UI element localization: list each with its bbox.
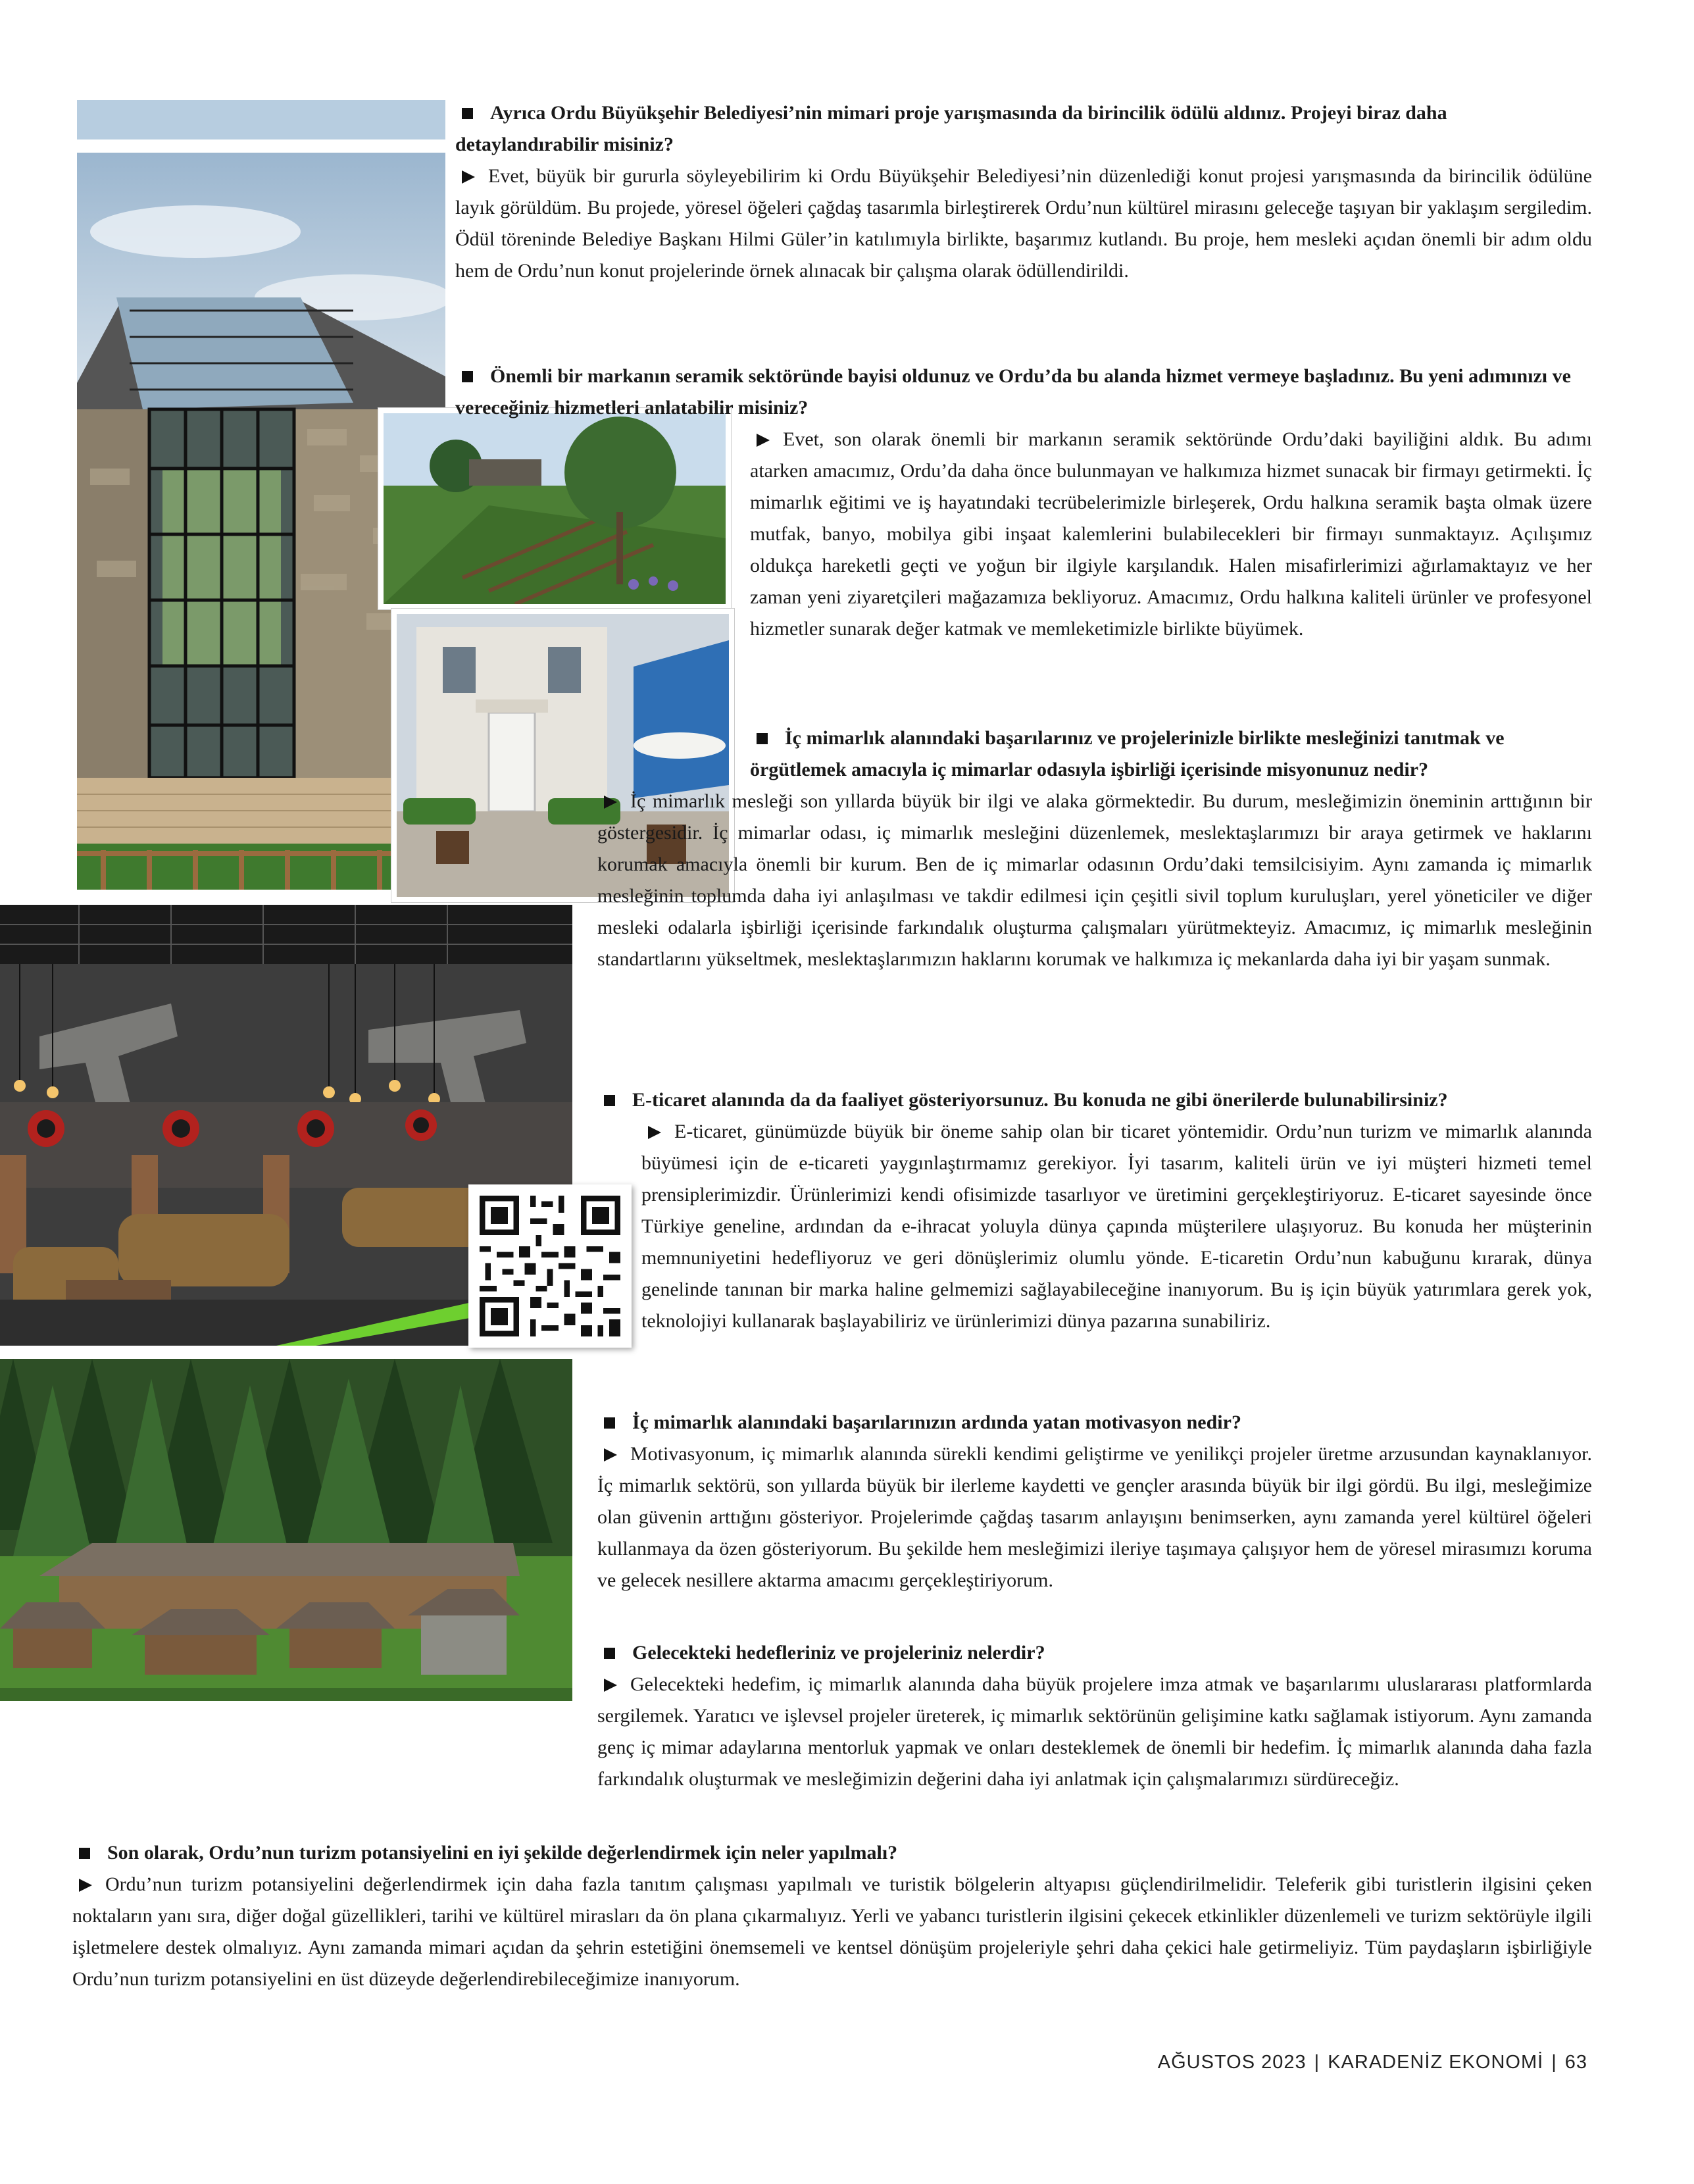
play-triangle-icon: [79, 1879, 92, 1892]
footer-separator: |: [1314, 2052, 1320, 2073]
page-footer: [1154, 2052, 1591, 2073]
footer-separator: |: [1551, 2052, 1557, 2073]
play-triangle-icon: [604, 1448, 617, 1461]
play-triangle-icon: [604, 1679, 617, 1692]
qa-section-6: [597, 1637, 1592, 1669]
garden-terraces-render: [378, 408, 731, 609]
answer-5: Motivasyonum, iç mimarlık alanında sürekli kendimi geliştirme ve yenilikçi projeler üretme arzusundan kaynaklanıyor. İç mimarlık sektörü, son yıllarda büyük bir ilerleme kaydetti ve gençler arasında büyük bir ilgi gördü. Bu ilgi, mesleğimize olan güvenin arttığını gösteriyor. Projelerimde çağdaş tasarım anlayışını benimserken, aynı zamanda yerel kültürel öğeleri kullanmaya da özen gösteriyorum. Bu şekilde hem mesleğimizi ileriye taşımaya çalışıyor hem de yöresel mirasımızı koruma ve gelecek nesillere aktarma amacımı gerçekleştiriyorum.: [597, 1443, 1592, 1591]
answer-2: Evet, son olarak önemli bir markanın seramik sektöründe Ordu’daki bayiliğini aldık. Bu adımı atarken amacımız, Ordu’da daha önce bulunmayan ve halkımıza hizmet sunacak bir firmayı getirmekti. İç mimarlık eğitimi ve iş hayatındaki tecrübelerimizle birleşerek, Ordu halkına seramik başta olmak üzere mutfak, banyo, mobilya gibi inşaat kalemlerini bulabilecekleri bir firmayı sunmaktayız. Açılışımız oldukça hareketli geçti ve yoğun bir ilgiyle karşılandık. Halen misafirlerimizi ağırlamaktayız ve her zaman yeni ziyaretçileri mağazamıza bekliyoruz. Amacımız, Ordu halkına kaliteli ürünler ve profesyonel hizmetler sunarak değer katmak ve memleketimizle birlikte büyümek.: [750, 428, 1592, 640]
answer-1: Evet, büyük bir gururla söyleyebilirim ki Ordu Büyükşehir Belediyesi’nin düzenlediği konut projesi yarışmasında da birincilik ödülüne layık görüldüm. Bu projede, yöresel öğeleri çağdaş tasarımla birleştirerek Ordu’nun kültürel mirasını geleceğe taşıyan bir yaklaşım sergiledim. Ödül töreninde Belediye Başkanı Hilmi Güler’in katılımıyla birlikte, başarımız kutlandı. Bu proje, hem mesleki açıdan önemli bir adım oldu hem de Ordu’nun konut projelerinde örnek alınacak bir çalışma olarak ödüllendirildi.: [455, 165, 1592, 282]
square-bullet-icon: [604, 1417, 615, 1429]
answer-3-wrap: [597, 786, 1592, 975]
play-triangle-icon: [648, 1126, 661, 1139]
question-3: İç mimarlık alanındaki başarılarınız ve projelerinizle birlikte mesleğinizi tanıtmak ve örgütlemek amacıyla iç mimarlar odasıyla işbirliği içerisinde misyonunuz nedir?: [750, 727, 1505, 780]
square-bullet-icon: [757, 733, 768, 744]
qa-section-5: [597, 1407, 1592, 1596]
question-7: Son olarak, Ordu’nun turizm potansiyelini en iyi şekilde değerlendirmek için neler yapılmalı?: [72, 1837, 1592, 1869]
square-bullet-icon: [604, 1648, 615, 1659]
square-bullet-icon: [462, 371, 473, 382]
square-bullet-icon: [604, 1095, 615, 1106]
qa-section-3: [750, 723, 1592, 786]
square-bullet-icon: [79, 1848, 90, 1859]
footer-magazine: KARADENİZ EKONOMİ: [1328, 2052, 1544, 2073]
qa-section-2: [455, 361, 1592, 424]
answer-7: Ordu’nun turizm potansiyelini değerlendirmek için daha fazla tanıtım çalışması yapılmalı ve turistik bölgelerin altyapısı güçlendirilmelidir. Teleferik gibi turistlerin ilgisini çeken noktaların yanı sıra, diğer doğal güzellikleri, tarihi ve kültürel mirasları da ön plana çıkarmalıyız. Yerli ve yabancı turistlerin ilgisini çekecek etkinlikler düzenlemeli ve turizm sektörüyle ilgili işletmelere destek olmalıyız. Aynı zamanda mimari açıdan da şehrin estetiğini önemsemeli ve kentsel dönüşüm projeleriyle şehri daha çekici hale getirmeliyiz. Tüm paydaşların işbirliğiyle Ordu’nun turizm potansiyelini en üst düzeyde değerlendirebileceğimize inanıyorum.: [72, 1873, 1592, 1990]
answer-3: İç mimarlık mesleği son yıllarda büyük bir ilgi ve alaka görmektedir. Bu durum, mesleğimizin öneminin arttığının bir göstergesidir. İç mimarlar odası, iç mimarlık mesleğini düzenlemek, meslektaşlarımızı bir araya getirmek ve haklarını korumak amacıyla önemli bir kurum. Ben de iç mimarlar odasının Ordu’daki temsilcisiyim. Aynı zamanda iç mimarlık mesleğinin toplumda daha iyi anlaşılması ve takdir edilmesi için çeşitli sivil toplum kuruluşları, yerel yöneticiler ve diğer mesleki odalarla işbirliği içerisinde farkındalık oluşturma çalışmaları yürütmekteyiz. Amacımız, iç mimarlık mesleğinin standartlarını yükseltmek, meslektaşlarımızın haklarını korumak ve halkımıza iç mekanlarda daha iyi bir yaşam sunmak.: [597, 790, 1592, 970]
qa-section-7: [72, 1837, 1592, 1995]
qr-code[interactable]: [468, 1184, 632, 1348]
square-bullet-icon: [462, 108, 473, 119]
answer-6-wrap: [72, 1669, 1592, 1795]
answer-4: E-ticaret, günümüzde büyük bir öneme sahip olan bir ticaret yöntemidir. Ordu’nun turizm ve mimarlık alanında büyümesi için de e-ticareti yaygınlaştırmamız gerekiyor. İyi tasarım, kaliteli ürün ve iyi müşteri hizmeti temel prensiplerimizdir. Ürünlerimizi kendi ofisimizde tasarlıyor ve üretimini gerçekleştiriyoruz. E-ticaret sayesinde önce Türkiye geneline, ardından da e-ihracat yoluyla dünya çapında müşterilere ulaşıyoruz. Bu konuda her müşterinin memnuniyetini hedefliyoruz ve geri dönüşlerimiz olumlu yönde. E-ticaretin Ordu’nun kabuğunu kırarak, dünya genelinde tanınan bir marka haline gelmemizi sağlayabileceğine inanıyorum. Bu iş için büyük yatırımlara gerek yok, teknolojiyi kullanarak başlayabiliriz ve ürünlerimizi dünya pazarına sunabiliriz.: [641, 1121, 1592, 1332]
question-2: Önemli bir markanın seramik sektöründe bayisi oldunuz ve Ordu’da bu alanda hizmet vermeye başladınız. Bu yeni adımınızı ve vereceğiniz hizmetleri anlatabilir misiniz?: [455, 365, 1571, 419]
question-6: Gelecekteki hedefleriniz ve projeleriniz nelerdir?: [597, 1637, 1592, 1669]
footer-page-number: 63: [1564, 2052, 1587, 2073]
answer-6: Gelecekteki hedefim, iç mimarlık alanında daha büyük projelere imza atmak ve başarılarımı uluslararası platformlarda sergilemek. Yaratıcı ve işlevsel projeler üreterek, iç mimarlık sektörünün gelişimine katkı sağlamak istiyorum. Aynı zamanda genç iç mimar adaylarına mentorluk yapmak ve onları desteklemek de önemli bir hedefim. İç mimarlık alanında daha fazla farkındalık oluşturmak ve mesleğimizin değerini daha iyi anlatmak için çalışmalarımızı sürdüreceğiz.: [597, 1673, 1592, 1790]
footer-month: AĞUSTOS 2023: [1157, 2052, 1307, 2073]
question-5: İç mimarlık alanındaki başarılarınızın ardında yatan motivasyon nedir?: [597, 1407, 1592, 1438]
play-triangle-icon: [604, 796, 617, 809]
forest-cabins-render: [0, 1359, 572, 1701]
qa-section-1: [455, 97, 1592, 287]
qa-section-4: [597, 1084, 1592, 1116]
question-1: Ayrıca Ordu Büyükşehir Belediyesi’nin mimari proje yarışmasında da birincilik ödülü aldınız. Projeyi biraz daha detaylandırabilir misiniz?: [455, 102, 1447, 155]
question-4: E-ticaret alanında da da faaliyet gösteriyorsunuz. Bu konuda ne gibi önerilerde bulunabilirsiniz?: [597, 1084, 1592, 1116]
play-triangle-icon: [462, 170, 475, 184]
answer-4-wrap: [641, 1116, 1592, 1337]
play-triangle-icon: [757, 434, 770, 447]
answer-2-wrap: [750, 424, 1592, 645]
